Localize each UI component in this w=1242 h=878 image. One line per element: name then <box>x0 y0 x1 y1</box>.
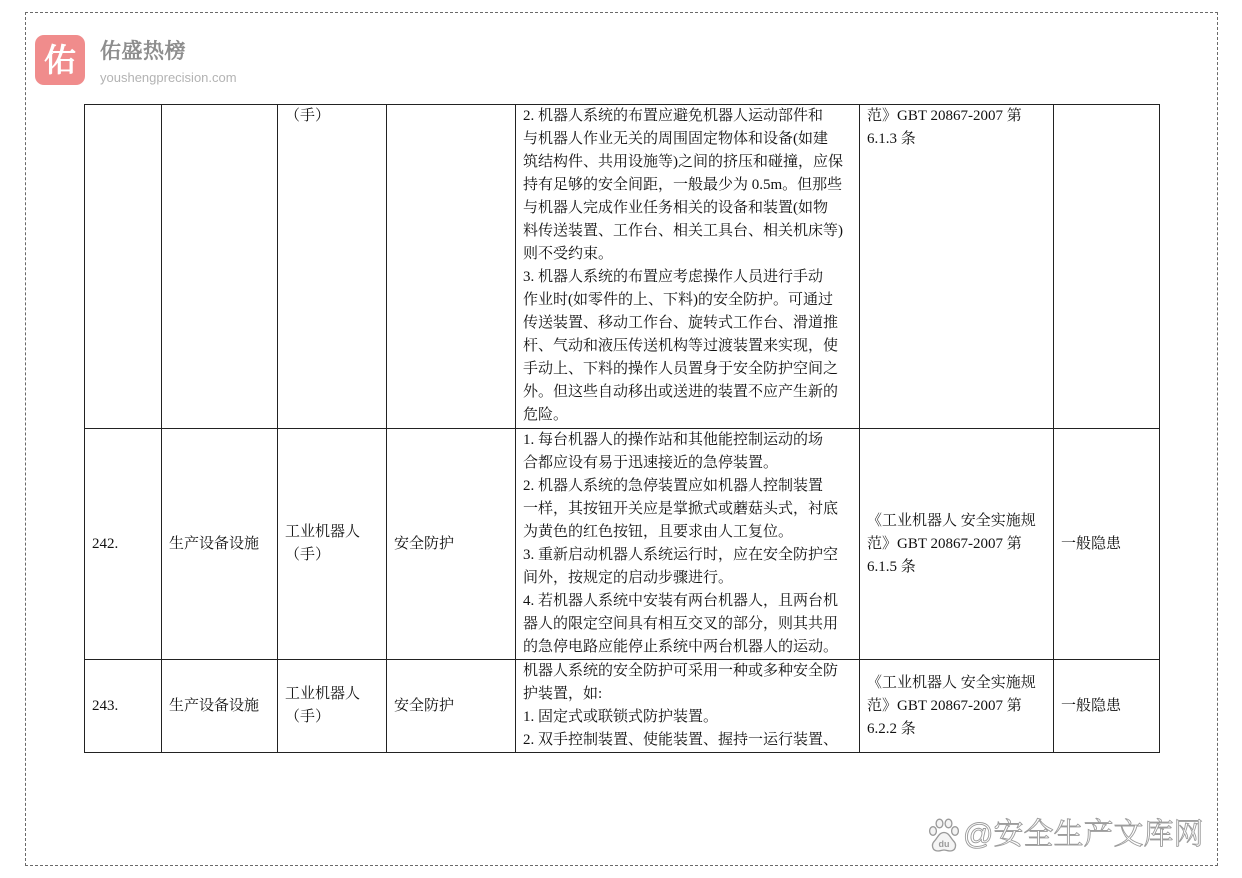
basis-line: 范》GBT 20867-2007 第 <box>867 535 1022 552</box>
cell-no <box>85 429 162 660</box>
content-line: 则不受约束。 <box>523 246 614 262</box>
cell-content <box>516 105 860 429</box>
logo-mark-icon: 佑 <box>35 35 85 85</box>
content-line: 1. 每台机器人的操作站和其他能控制运动的场 <box>523 432 824 448</box>
content-line: 2. 机器人系统的布置应避免机器人运动部件和 <box>523 108 824 124</box>
cell-category <box>162 429 278 660</box>
cell-type <box>387 429 516 660</box>
category-text: 生产设备设施 <box>169 535 260 552</box>
cell-basis <box>860 660 1054 753</box>
item-line: 工业机器人 <box>285 686 361 702</box>
level-text: 一般隐患 <box>1061 697 1122 714</box>
basis-line: 6.2.2 条 <box>867 720 916 737</box>
content-line: 间外，按规定的启动步骤进行。 <box>523 570 734 586</box>
category-text: 生产设备设施 <box>169 697 260 714</box>
item-line: （手） <box>285 709 331 725</box>
content-line: 3. 机器人系统的布置应考虑操作人员进行手动 <box>523 269 824 285</box>
content-line: 作业时(如零件的上、下料)的安全防护。可通过 <box>523 292 833 308</box>
row-number: 242. <box>92 535 119 552</box>
content-line: 合都应设有易于迅速接近的急停装置。 <box>523 455 779 471</box>
basis-line: 范》GBT 20867-2007 第 <box>867 697 1022 714</box>
cell-level <box>1054 105 1160 429</box>
logo-name: 佑盛热榜 <box>100 40 186 63</box>
item-line: 工业机器人 <box>285 524 361 540</box>
content-line: 筑结构件、共用设施等)之间的挤压和碰撞，应保 <box>523 154 843 170</box>
logo-domain: youshengprecision.com <box>100 70 237 85</box>
hazard-table <box>84 104 1160 753</box>
cell-content <box>516 660 860 753</box>
cell-content <box>516 429 860 660</box>
cell-basis <box>860 105 1054 429</box>
source-watermark <box>928 816 1218 856</box>
content-line: 护装置，如: <box>523 686 603 702</box>
site-logo <box>35 35 265 87</box>
content-line: 一样，其按钮开关应是掌掀式或蘑菇头式，衬底 <box>523 501 839 517</box>
content-line: 手动上、下料的操作人员置身于安全防护空间之 <box>523 361 839 377</box>
basis-line: 6.1.3 条 <box>867 131 916 147</box>
content-line: 料传送装置、工作台、相关工具台、相关机床等) <box>523 223 843 239</box>
content-line: 3. 重新启动机器人系统运行时，应在安全防护空 <box>523 547 839 563</box>
content-line: 器人的限定空间具有相互交叉的部分，则其共用 <box>523 616 839 632</box>
content-line: 2. 机器人系统的急停装置应如机器人控制装置 <box>523 478 824 494</box>
content-line: 持有足够的安全间距，一般最少为 0.5m。但那些 <box>523 177 843 193</box>
content-line: 机器人系统的安全防护可采用一种或多种安全防 <box>523 663 839 679</box>
type-text: 安全防护 <box>394 535 455 552</box>
baidu-badge-text: du <box>938 839 950 849</box>
basis-line: 范》GBT 20867-2007 第 <box>867 108 1022 124</box>
cell-no <box>85 105 162 429</box>
basis-line: 《工业机器人 安全实施规 <box>867 512 1036 529</box>
cell-item <box>278 429 387 660</box>
cell-no <box>85 660 162 753</box>
content-line: 为黄色的红色按钮，且要求由人工复位。 <box>523 524 794 540</box>
cell-level <box>1054 429 1160 660</box>
cell-category <box>162 105 278 429</box>
basis-line: 《工业机器人 安全实施规 <box>867 674 1036 691</box>
content-line: 4. 若机器人系统中安装有两台机器人，且两台机 <box>523 593 839 609</box>
item-line: （手） <box>285 108 331 124</box>
watermark-text: @安全生产文库网 <box>963 818 1204 851</box>
basis-line: 6.1.5 条 <box>867 558 916 575</box>
cell-type <box>387 660 516 753</box>
cell-category <box>162 660 278 753</box>
level-text: 一般隐患 <box>1061 535 1122 552</box>
content-line: 杆、气动和液压传送机构等过渡装置来实现，使 <box>523 338 839 354</box>
cell-basis <box>860 429 1054 660</box>
item-line: （手） <box>285 547 331 563</box>
content-line: 2. 双手控制装置、使能装置、握持一运行装置、 <box>523 732 839 748</box>
baidu-paw-icon <box>928 818 960 853</box>
cell-level <box>1054 660 1160 753</box>
content-line: 传送装置、移动工作台、旋转式工作台、滑道推 <box>523 315 839 331</box>
content-line: 危险。 <box>523 407 569 423</box>
content-line: 1. 固定式或联锁式防护装置。 <box>523 709 719 725</box>
content-line: 的急停电路应能停止系统中两台机器人的运动。 <box>523 639 839 655</box>
type-text: 安全防护 <box>394 697 455 714</box>
row-number: 243. <box>92 697 119 714</box>
cell-type <box>387 105 516 429</box>
content-line: 与机器人完成作业任务相关的设备和装置(如物 <box>523 200 828 216</box>
cell-item <box>278 660 387 753</box>
content-line: 与机器人作业无关的周围固定物体和设备(如建 <box>523 131 828 147</box>
content-line: 外。但这些自动移出或送进的装置不应产生新的 <box>523 384 839 400</box>
cell-item <box>278 105 387 429</box>
